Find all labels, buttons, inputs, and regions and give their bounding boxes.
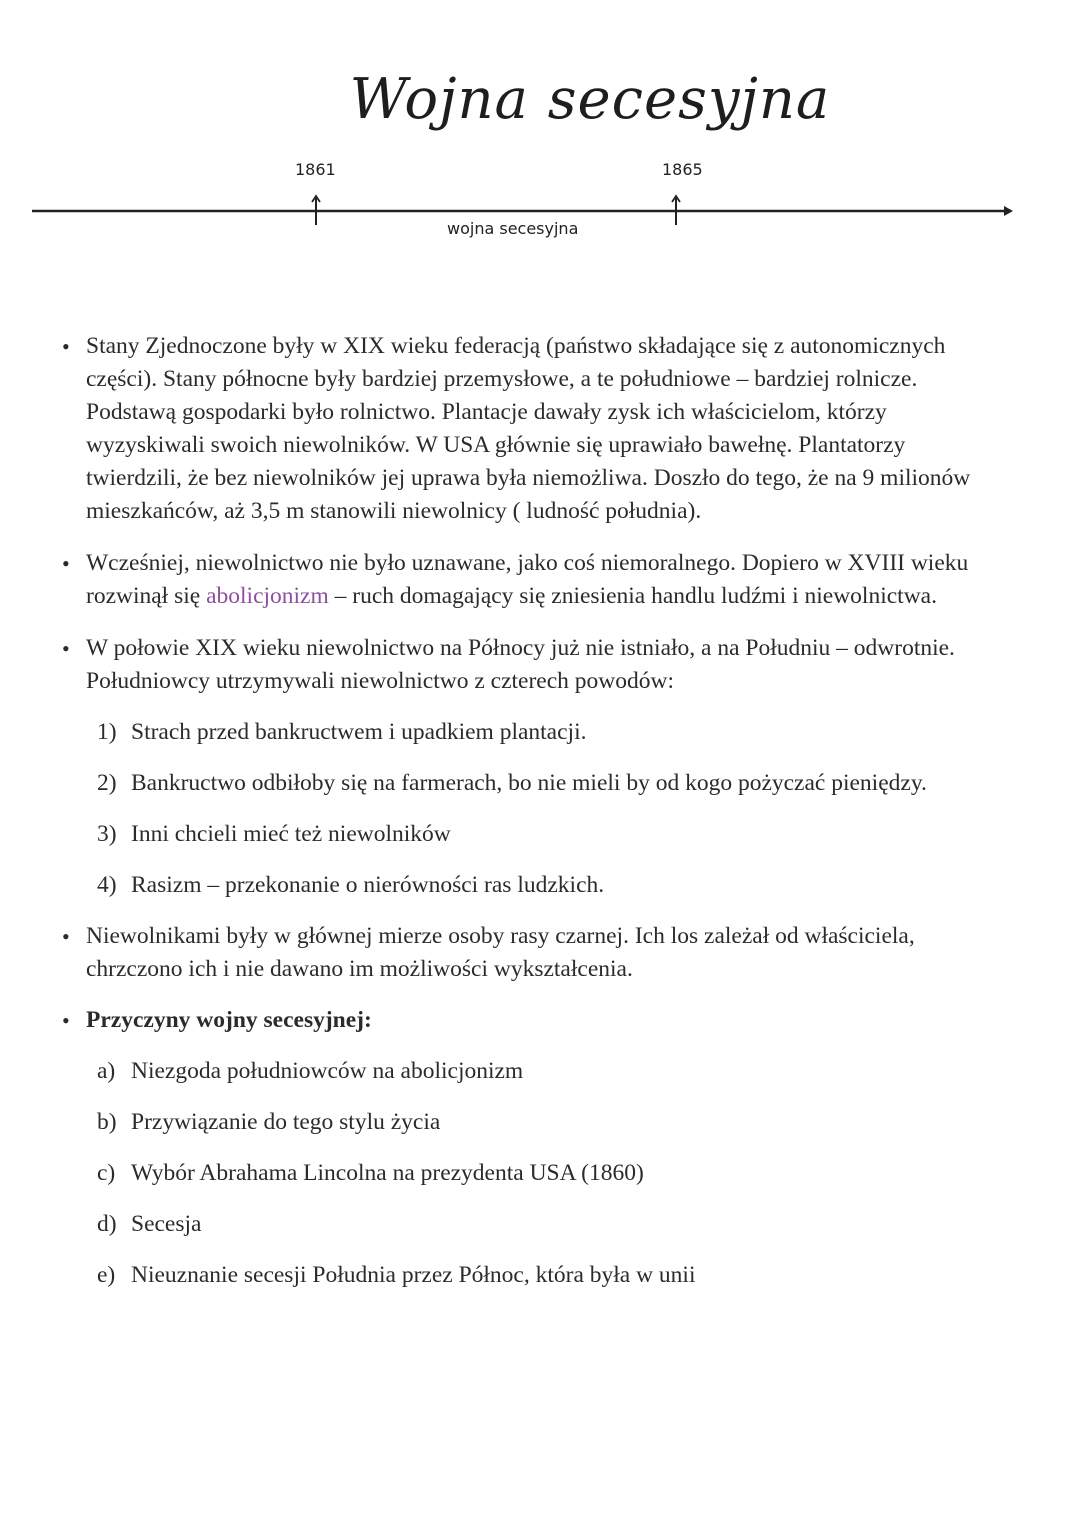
list-item — [0, 1106, 1080, 1139]
notes-content — [0, 330, 1080, 1310]
list-item-text: Strach przed bankructwem i upadkiem plantacji. — [131, 719, 587, 745]
bullet-dot: • — [62, 1008, 70, 1033]
bullet-slaves — [0, 920, 1080, 986]
list-item-text: Niezgoda południowców na abolicjonizm — [131, 1058, 524, 1084]
list-item — [0, 1055, 1080, 1088]
list-item — [0, 818, 1080, 851]
list-marker: a) — [97, 1058, 116, 1084]
list-item-text: Nieuznanie secesji Południa przez Północ, która była w unii — [131, 1262, 696, 1288]
bullet-dot: • — [62, 334, 70, 359]
timeline-arrowhead — [1004, 206, 1013, 216]
list-item — [0, 869, 1080, 902]
list-item-text: Przywiązanie do tego stylu życia — [131, 1109, 441, 1135]
list-item-text: Wybór Abrahama Lincolna na prezydenta USA (1860) — [131, 1160, 644, 1186]
bullet-text: Niewolnikami były w głównej mierze osoby rasy czarnej. Ich los zależał od właściciela, chrzczono ich i nie dawano im możliwości wykształcenia. — [86, 923, 915, 982]
list-item-text: Inni chcieli mieć też niewolników — [131, 821, 451, 847]
list-item-text: Secesja — [131, 1211, 202, 1237]
page-title: Wojna secesyjna — [349, 67, 831, 132]
timeline-start-year: 1861 — [295, 160, 336, 179]
bullet-text: W połowie XIX wieku niewolnictwo na Północy już nie istniało, a na Południu – odwrotnie. Południowcy utrzymywali niewolnictwo z czterech powodów: — [86, 635, 955, 694]
bullet-abolitionism — [0, 547, 1080, 613]
list-marker: 3) — [97, 821, 117, 847]
list-item — [0, 1208, 1080, 1241]
list-marker: d) — [97, 1211, 117, 1237]
list-item-text: Bankructwo odbiłoby się na farmerach, bo nie mieli by od kogo pożyczać pieniędzy. — [131, 770, 927, 796]
list-item-text: Rasizm – przekonanie o nierówności ras ludzkich. — [131, 872, 605, 898]
list-marker: b) — [97, 1109, 117, 1135]
list-marker: c) — [97, 1160, 116, 1186]
bullet-text: Wcześniej, niewolnictwo nie było uznawane, jako coś niemoralnego. Dopiero w XVIII wieku rozwinął się — [86, 550, 969, 609]
bullet-dot: • — [62, 636, 70, 661]
list-item — [0, 1157, 1080, 1190]
bullet-slavery-south — [0, 632, 1080, 698]
bullet-federation — [0, 330, 1080, 528]
list-marker: e) — [97, 1262, 116, 1288]
bullet-text: Stany Zjednoczone były w XIX wieku federacją (państwo składające się z autonomicznych części). Stany północne były bardziej przemysłowe, a te południowe – bardziej rolnicze. Podstawą gospodarki było rolnictwo. Plantacje dawały zysk ich właścicielom, którzy wyzyskiwali swoich niewolników. W USA głównie się uprawiało bawełnę. Plantatorzy twierdzili, że bez niewolników jej uprawa była niemożliwa. Doszło do tego, że na 9 milionów mieszkańców, aż 3,5 m stanowili niewolnicy ( ludność południa). — [86, 333, 971, 524]
list-item — [0, 716, 1080, 749]
timeline — [0, 150, 1080, 250]
section-heading: Przyczyny wojny secesyjnej: — [86, 1007, 372, 1033]
list-marker: 4) — [97, 872, 117, 898]
list-marker: 1) — [97, 719, 117, 745]
timeline-end-year: 1865 — [662, 160, 703, 179]
list-item — [0, 767, 1080, 800]
bullet-dot: • — [62, 551, 70, 576]
bullet-dot: • — [62, 924, 70, 949]
bullet-text: – ruch domagający się zniesienia handlu ludźmi i niewolnictwa. — [328, 583, 937, 609]
list-item — [0, 1259, 1080, 1292]
bullet-causes-heading — [0, 1004, 1080, 1037]
list-marker: 2) — [97, 770, 117, 796]
highlight-term-abolitionism: abolicjonizm — [206, 583, 329, 609]
timeline-caption: wojna secesyjna — [447, 219, 579, 238]
